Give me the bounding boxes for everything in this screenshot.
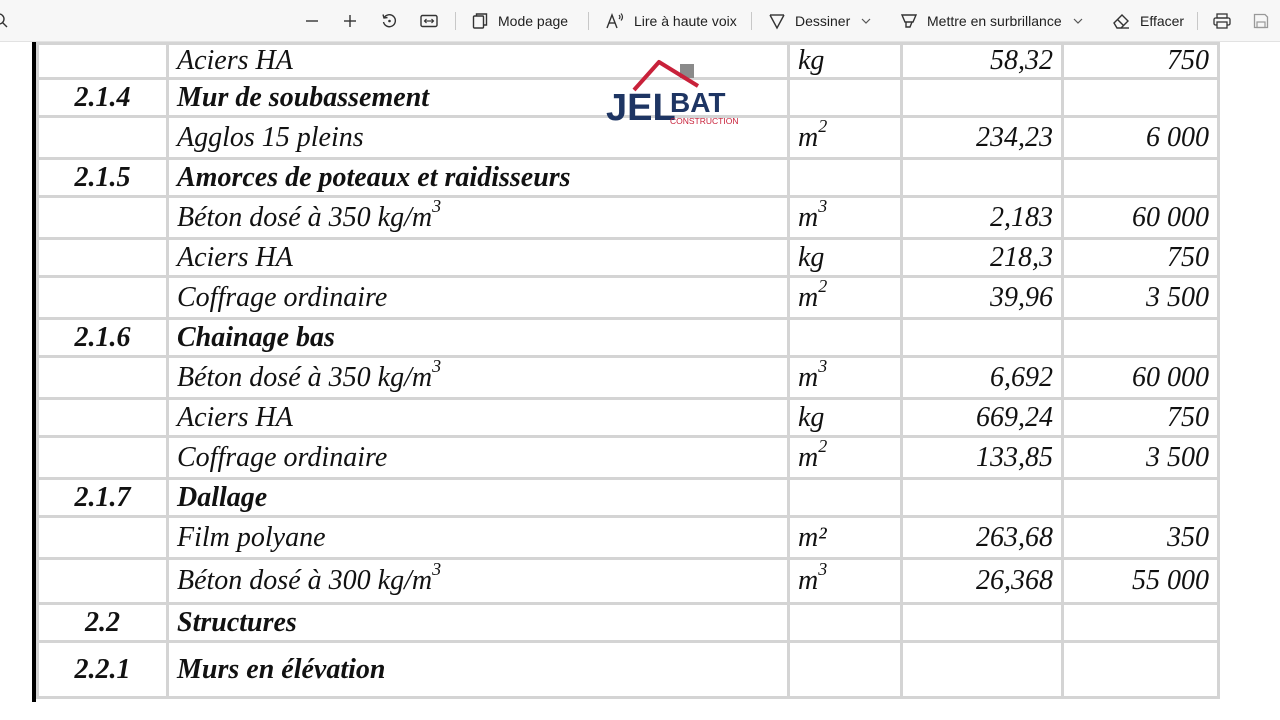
unit-price-cell: 750 (1063, 399, 1219, 437)
plus-icon (341, 12, 359, 30)
section-row (38, 479, 1219, 517)
section-row (38, 319, 1219, 357)
designation-cell (168, 517, 789, 559)
unit-text: m (798, 565, 819, 596)
designation-text: Béton dosé à 300 kg/m (177, 565, 433, 596)
page-gap (0, 702, 1280, 720)
table-row (38, 357, 1219, 399)
designation-exponent: 3 (432, 356, 442, 376)
designation-text: Murs en élévation (177, 653, 386, 685)
item-code (38, 399, 168, 437)
print-button[interactable] (1212, 0, 1232, 42)
quantity-cell (902, 479, 1063, 517)
table-row (38, 197, 1219, 239)
chevron-down-icon[interactable] (1072, 15, 1084, 27)
unit-text: m (798, 441, 819, 473)
unit-price-cell (1063, 319, 1219, 357)
table-row (38, 399, 1219, 437)
item-code: 2.1.7 (38, 479, 168, 517)
designation-exponent: 3 (432, 559, 442, 579)
read-aloud-icon (605, 12, 625, 30)
unit-cell (789, 319, 902, 357)
search-icon (0, 12, 10, 30)
unit-price-cell (1063, 159, 1219, 197)
read-aloud-button[interactable] (605, 0, 737, 42)
unit-price-cell (1063, 604, 1219, 642)
unit-text: m (798, 201, 819, 233)
save-icon (1252, 12, 1270, 30)
unit-cell (789, 159, 902, 197)
designation-text: Agglos 15 pleins (177, 121, 364, 153)
unit-text: m (798, 121, 819, 153)
unit-text: kg (798, 45, 825, 76)
quantity-cell (902, 159, 1063, 197)
quantity-cell: 234,23 (902, 117, 1063, 159)
unit-cell (789, 437, 902, 479)
designation-cell (168, 479, 789, 517)
zoom-out-button[interactable] (303, 0, 321, 42)
designation-cell (168, 642, 789, 698)
quantity-cell (902, 319, 1063, 357)
designation-text: Béton dosé à 350 kg/m (177, 201, 433, 233)
save-button[interactable] (1252, 0, 1270, 42)
item-code (38, 117, 168, 159)
unit-text: kg (798, 241, 825, 273)
unit-text: m² (798, 521, 827, 553)
draw-icon (768, 12, 786, 30)
designation-cell (168, 357, 789, 399)
unit-exponent: 2 (818, 436, 828, 456)
unit-cell (789, 559, 902, 604)
designation-cell (168, 604, 789, 642)
designation-text: Aciers HA (177, 401, 293, 433)
designation-cell (168, 437, 789, 479)
unit-price-cell: 3 500 (1063, 277, 1219, 319)
unit-price-cell (1063, 79, 1219, 117)
designation-text: Chainage bas (177, 321, 335, 353)
highlight-button[interactable] (900, 0, 1084, 42)
toolbar-divider (751, 12, 752, 30)
toolbar-divider (455, 12, 456, 30)
unit-exponent: 2 (818, 116, 828, 136)
item-code (38, 44, 168, 79)
designation-text: Aciers HA (177, 45, 293, 76)
page-mode-label: Mode page (498, 13, 569, 29)
item-code (38, 517, 168, 559)
unit-price-cell: 6 000 (1063, 117, 1219, 159)
designation-cell (168, 277, 789, 319)
table-row (38, 239, 1219, 277)
unit-cell (789, 399, 902, 437)
page-mode-button[interactable] (471, 0, 568, 42)
unit-text: m (798, 361, 819, 393)
quantity-cell: 218,3 (902, 239, 1063, 277)
unit-cell (789, 44, 902, 79)
unit-exponent: 3 (818, 196, 828, 216)
unit-text: m (798, 281, 819, 313)
minus-icon (303, 12, 321, 30)
unit-cell (789, 197, 902, 239)
toolbar-divider (588, 12, 589, 30)
unit-price-cell (1063, 479, 1219, 517)
read-aloud-label: Lire à haute voix (634, 13, 737, 29)
unit-exponent: 3 (818, 559, 828, 579)
designation-text: Béton dosé à 350 kg/m (177, 361, 433, 393)
quantity-cell: 26,368 (902, 559, 1063, 604)
quantity-cell: 669,24 (902, 399, 1063, 437)
unit-cell (789, 479, 902, 517)
quantity-cell: 133,85 (902, 437, 1063, 479)
search-button[interactable] (0, 0, 10, 42)
designation-cell (168, 197, 789, 239)
item-code (38, 357, 168, 399)
section-row (38, 642, 1219, 698)
designation-text: Mur de soubassement (177, 81, 430, 113)
draw-label: Dessiner (795, 13, 851, 29)
draw-button[interactable] (768, 0, 872, 42)
quantity-cell: 2,183 (902, 197, 1063, 239)
item-code: 2.1.6 (38, 319, 168, 357)
quantity-cell (902, 642, 1063, 698)
section-row (38, 604, 1219, 642)
eraser-icon (1111, 12, 1131, 30)
erase-label: Effacer (1140, 13, 1185, 29)
table-row (38, 517, 1219, 559)
printer-icon (1212, 12, 1232, 30)
designation-cell (168, 399, 789, 437)
quantity-table (36, 42, 1220, 699)
quantity-cell: 263,68 (902, 517, 1063, 559)
table-row (38, 559, 1219, 604)
unit-price-cell: 3 500 (1063, 437, 1219, 479)
designation-exponent: 3 (432, 196, 442, 216)
designation-text: Structures (177, 606, 297, 638)
unit-cell (789, 239, 902, 277)
table-row (38, 277, 1219, 319)
quantity-cell (902, 604, 1063, 642)
unit-cell (789, 117, 902, 159)
logo-text-jel: JEL (606, 87, 676, 129)
designation-cell (168, 239, 789, 277)
unit-cell (789, 79, 902, 117)
erase-button[interactable] (1111, 0, 1184, 42)
unit-cell (789, 604, 902, 642)
highlighter-icon (900, 12, 918, 30)
unit-price-cell (1063, 642, 1219, 698)
highlight-label: Mettre en surbrillance (927, 13, 1062, 29)
reader-toolbar (0, 0, 1280, 42)
item-code: 2.2 (38, 604, 168, 642)
fit-width-button[interactable] (419, 0, 439, 42)
zoom-in-button[interactable] (341, 0, 359, 42)
unit-exponent: 2 (818, 276, 828, 296)
item-code: 2.1.4 (38, 79, 168, 117)
chevron-down-icon[interactable] (860, 15, 872, 27)
toolbar-divider (1197, 12, 1198, 30)
quantity-cell: 58,32 (902, 44, 1063, 79)
document-viewport[interactable] (0, 42, 1280, 720)
jelbat-logo (604, 56, 744, 130)
item-code (38, 197, 168, 239)
quantity-cell: 39,96 (902, 277, 1063, 319)
unit-cell (789, 642, 902, 698)
logo-text-bat: BAT (670, 87, 726, 118)
designation-text: Film polyane (177, 521, 326, 553)
item-code: 2.2.1 (38, 642, 168, 698)
unit-price-cell: 60 000 (1063, 357, 1219, 399)
fit-width-icon (419, 12, 439, 30)
designation-cell (168, 319, 789, 357)
unit-cell (789, 277, 902, 319)
designation-text: Aciers HA (177, 241, 293, 273)
unit-price-cell: 60 000 (1063, 197, 1219, 239)
item-code (38, 239, 168, 277)
quantity-cell: 6,692 (902, 357, 1063, 399)
unit-cell (789, 517, 902, 559)
designation-text: Coffrage ordinaire (177, 441, 388, 473)
item-code (38, 277, 168, 319)
designation-cell (168, 559, 789, 604)
designation-text: Dallage (177, 481, 268, 513)
rotate-icon (380, 12, 398, 30)
unit-price-cell: 750 (1063, 44, 1219, 79)
item-code (38, 559, 168, 604)
designation-text: Amorces de poteaux et raidisseurs (177, 161, 571, 193)
rotate-button[interactable] (380, 0, 398, 42)
section-row (38, 159, 1219, 197)
unit-price-cell: 55 000 (1063, 559, 1219, 604)
item-code: 2.1.5 (38, 159, 168, 197)
page-mode-icon (471, 12, 489, 30)
logo-text-construction: CONSTRUCTION (670, 116, 739, 126)
unit-price-cell: 350 (1063, 517, 1219, 559)
quantity-cell (902, 79, 1063, 117)
table-row (38, 437, 1219, 479)
unit-price-cell: 750 (1063, 239, 1219, 277)
unit-text: kg (798, 401, 825, 433)
item-code (38, 437, 168, 479)
unit-exponent: 3 (818, 356, 828, 376)
unit-cell (789, 357, 902, 399)
designation-text: Coffrage ordinaire (177, 281, 388, 313)
designation-cell (168, 159, 789, 197)
